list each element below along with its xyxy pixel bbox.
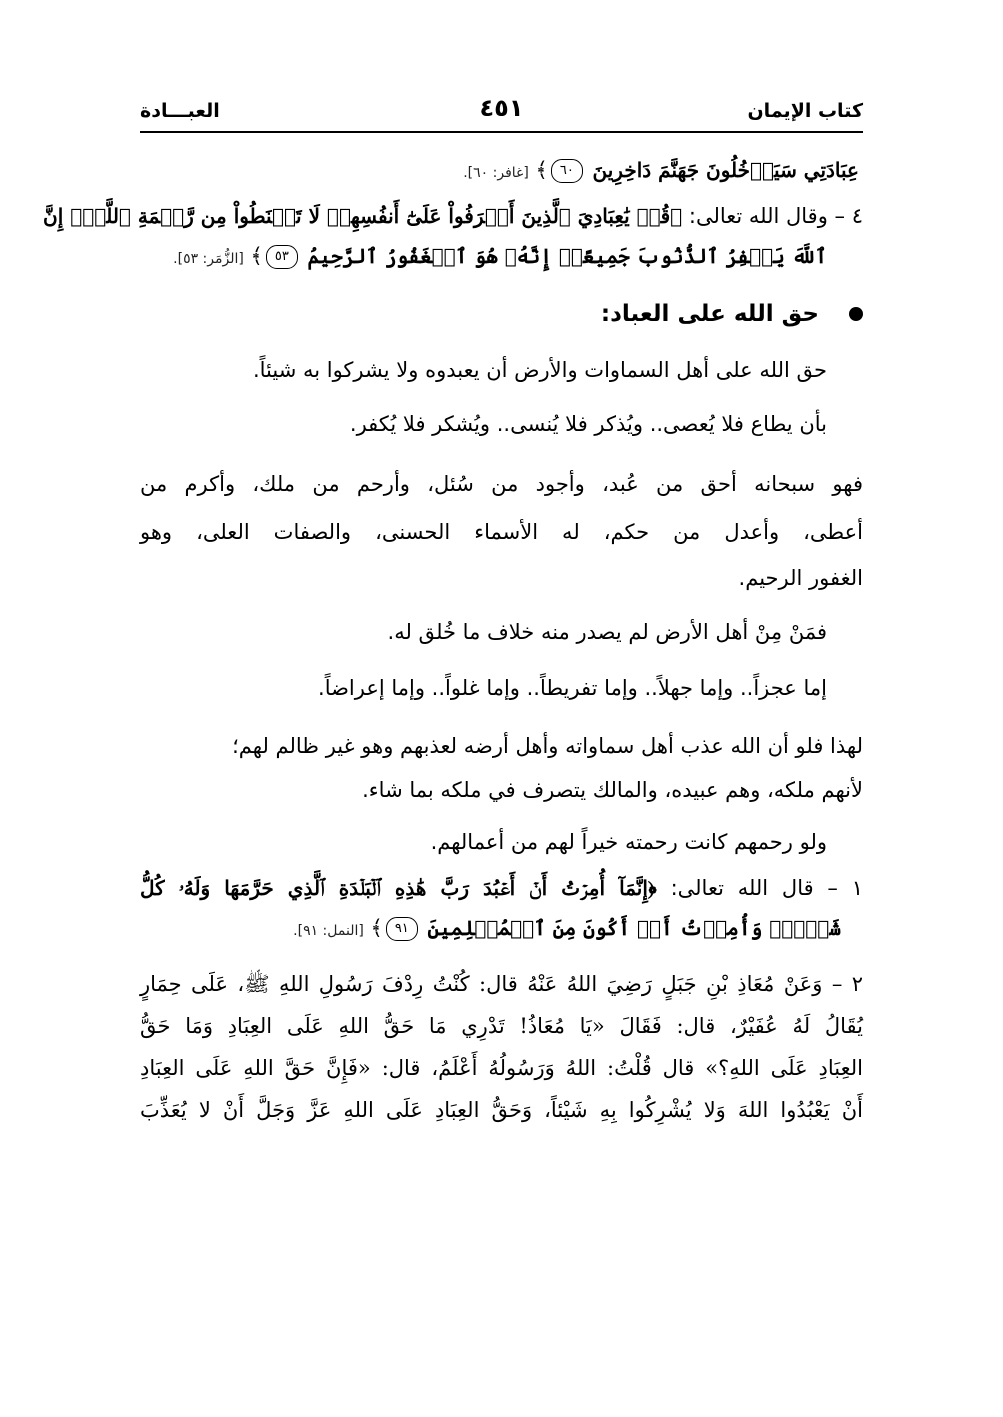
page-number: ٤٥١ <box>479 94 524 122</box>
section-title: حق الله على العباد: <box>600 301 819 327</box>
quran-text: عِبَادَتِي سَيَدۡخُلُونَ جَهَنَّمَ دَاخِرِينَ <box>592 158 859 182</box>
paragraph: لأنهم ملكه، وهم عبيده، والمالك يتصرف في ملكه بما شاء. <box>362 778 863 802</box>
bullet-icon <box>849 307 863 321</box>
hadith-line: أَنْ يَعْبُدُوا اللهَ وَلا يُشْرِكُوا بِهِ شَيْئاً، وَحَقُّ العِبَادِ عَلَى اللهِ عَزَّ وَجَلَّ أَنْ لا يُعَذِّبَ <box>140 1098 863 1122</box>
ayah-number: ٩١ <box>386 917 418 941</box>
book-title: كتاب الإيمان <box>747 100 863 122</box>
paragraph: لهذا فلو أن الله عذب أهل سماواته وأهل أرضه لعذبهم وهو غير ظالم لهم؛ <box>232 734 863 758</box>
verse-reference: [النمل: ٩١]. <box>293 923 364 939</box>
paragraph: بأن يطاع فلا يُعصى.. ويُذكر فلا يُنسى.. ويُشكر فلا يُكفر. <box>349 412 827 436</box>
quran-text: ٱللَّهَ يَغۡفِرُ ٱلذُّنُوبَ جَمِيعًاۚ إِنَّهُۥ هُوَ ٱلۡغَفُورُ ٱلرَّحِيمُ <box>307 244 827 268</box>
verse-reference: [الزُّمَر: ٥٣]. <box>173 251 244 267</box>
paragraph: فمَنْ مِنْ أهل الأرض لم يصدر منه خلاف ما خُلق له. <box>387 620 827 644</box>
verse-line <box>140 868 863 908</box>
header-rule <box>140 131 863 133</box>
verse-line-3: ٱللَّهَ يَغۡفِرُ ٱلذُّنُوبَ جَمِيعًاۚ إِنَّهُۥ هُوَ ٱلۡغَفُورُ ٱلرَّحِيمُ ٥٣﴾ [الزُّمَر: ٥٣]. <box>173 244 827 268</box>
chapter-title: العبـــادة <box>140 100 220 122</box>
quran-text: شَيۡءٖۖ وَأُمِرۡتُ أَنۡ أَكُونَ مِنَ ٱلۡمُسۡلِمِينَ <box>427 916 841 940</box>
quran-text: ﴿قُلۡ يَٰعِبَادِيَ ٱلَّذِينَ أَسۡرَفُواْ عَلَىٰٓ أَنفُسِهِمۡ لَا تَقۡنَطُواْ مِن رَّحۡمَةِ ٱللَّهِۚ إِنَّ <box>43 204 683 228</box>
ayah-number: ٦٠ <box>551 159 583 183</box>
hadith-line: يُقَالُ لَهُ عُفَيْرٌ، قال: فَقَالَ «يَا مُعَاذُ! تَدْرِي مَا حَقُّ اللهِ عَلَى العِبَادِ وَمَا حَقُّ <box>140 1014 863 1038</box>
paragraph: أعطى، وأعدل من حكم، له الأسماء الحسنى، والصفات العلى، وهو <box>140 520 863 544</box>
paragraph: حق الله على أهل السماوات والأرض أن يعبدوه ولا يشركوا به شيئاً. <box>252 358 827 382</box>
verse-intro: ٤ – وقال الله تعالى: <box>688 204 863 228</box>
body-text <box>43 150 863 1131</box>
verse-line: شَيۡءٖۖ وَأُمِرۡتُ أَنۡ أَكُونَ مِنَ ٱلۡمُسۡلِمِينَ ٩١﴾ [النمل: ٩١]. <box>293 916 841 940</box>
quran-text: ﴿إِنَّمَآ أُمِرۡتُ أَنۡ أَعۡبُدَ رَبَّ هَٰذِهِ ٱلۡبَلۡدَةِ ٱلَّذِي حَرَّمَهَا وَلَهُۥ كُلُّ <box>140 876 657 900</box>
verse-reference: [غافر: ٦٠]. <box>463 165 529 181</box>
paragraph: إما عجزاً.. وإما جهلاً.. وإما تفريطاً.. وإما غلواً.. وإما إعراضاً. <box>318 676 827 700</box>
paragraph: ولو رحمهم كانت رحمته خيراً لهم من أعمالهم. <box>430 830 827 854</box>
paragraph: الغفور الرحيم. <box>738 566 863 590</box>
verse-intro: ١ – قال الله تعالى: <box>670 876 863 900</box>
ayah-number: ٥٣ <box>266 245 298 269</box>
verse-line-1: عِبَادَتِي سَيَدۡخُلُونَ جَهَنَّمَ دَاخِرِينَ ٦٠﴾ [غافر: ٦٠]. <box>463 158 859 182</box>
paragraph: فهو سبحانه أحق من عُبد، وأجود من سُئل، وأرحم من ملك، وأكرم من <box>140 472 863 496</box>
hadith-line: ٢ – وَعَنْ مُعَاذِ بْنِ جَبَلٍ رَضِيَ اللهُ عَنْهُ قال: كُنْتُ رِدْفَ رَسُولِ اللهِ ﷺ، عَلَى حِمَارٍ <box>140 972 863 996</box>
verse-line-2 <box>43 196 863 236</box>
section-heading <box>140 294 863 334</box>
hadith-line: العِبَادِ عَلَى اللهِ؟» قال قُلْتُ: اللهُ وَرَسُولُهُ أَعْلَمُ، قال: «فَإِنَّ حَقَّ اللهِ عَلَى العِبَادِ <box>140 1056 863 1080</box>
page-header <box>140 92 863 128</box>
